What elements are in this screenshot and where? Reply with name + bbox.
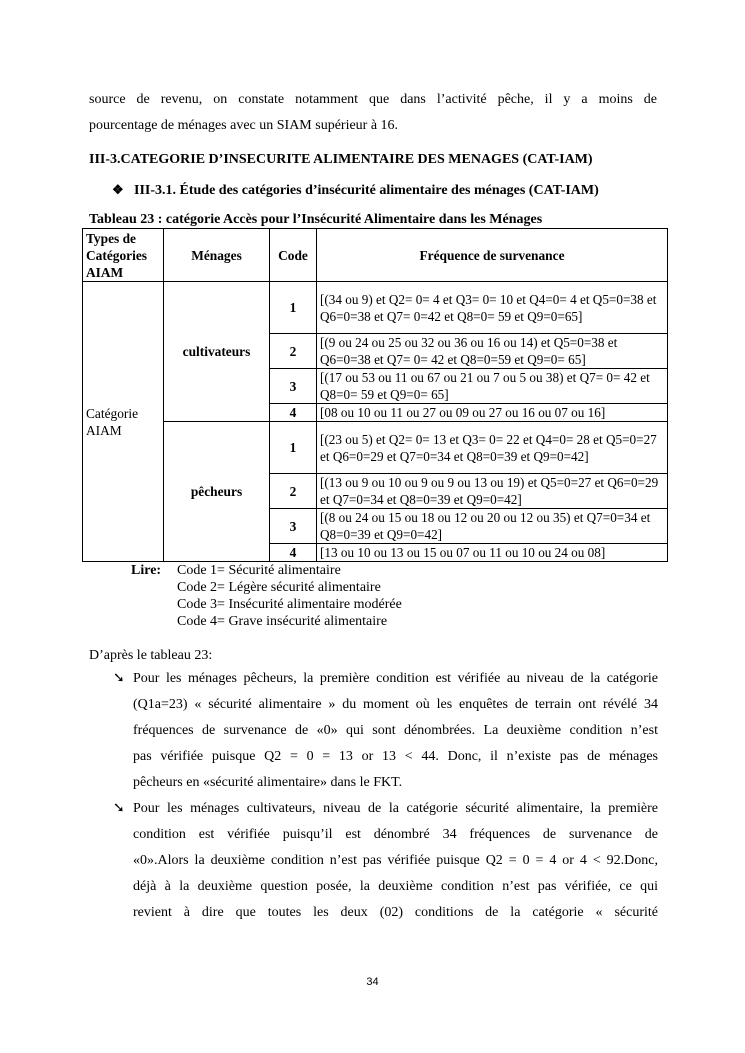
bullet-cultivateurs <box>113 796 658 926</box>
menage-cultivateurs: cultivateurs <box>164 282 270 422</box>
header-menages: Ménages <box>164 229 270 282</box>
table-legend <box>131 562 402 630</box>
legend-label: Lire: <box>131 563 162 578</box>
header-types-line: AIAM <box>86 264 124 280</box>
code-cell: 3 <box>270 509 317 544</box>
bullet-line: Pour les ménages pêcheurs, la première condition est vérifiée au niveau de la catégorie <box>133 671 658 686</box>
frequence-cell: [08 ou 10 ou 11 ou 27 ou 09 ou 27 ou 16 ou 07 ou 16] <box>317 404 668 422</box>
legend-item: Code 3= Insécurité alimentaire modérée <box>177 597 402 612</box>
code-cell: 1 <box>270 422 317 474</box>
frequence-cell: [(13 ou 9 ou 10 ou 9 ou 9 ou 13 ou 19) et Q5=0=27 et Q6=0=29 et Q7=0=34 et Q8=0=39 et Q9=0=42] <box>317 474 668 509</box>
bullet-line: (Q1a=23) « sécurité alimentaire » du moment où les enquêtes de terrain ont révélé 34 <box>133 697 658 712</box>
intro-paragraph <box>89 87 657 139</box>
header-types <box>83 229 164 282</box>
intro-line-1: source de revenu, on constate notamment que dans l’activité pêche, il y a moins de <box>89 92 657 107</box>
table-header-row <box>83 229 668 282</box>
legend-item: Code 2= Légère sécurité alimentaire <box>177 580 381 595</box>
frequence-cell: [(8 ou 24 ou 15 ou 18 ou 12 ou 20 ou 12 ou 35) et Q7=0=34 et Q8=0=39 et Q9=0=42] <box>317 509 668 544</box>
category-cell <box>83 282 164 562</box>
legend-item: Code 4= Grave insécurité alimentaire <box>177 614 388 629</box>
frequence-cell: [(9 ou 24 ou 25 ou 32 ou 36 ou 16 ou 14) et Q5=0=38 et Q6=0=38 et Q7= 0= 42 et Q8=0=59 et Q9=0= 65] <box>317 334 668 369</box>
table-23 <box>82 228 668 562</box>
section-heading: III-3.CATEGORIE D’INSECURITE ALIMENTAIRE DES MENAGES (CAT-IAM) <box>89 152 593 167</box>
arrow-bullet-icon: ➘ <box>113 801 125 816</box>
frequence-cell: [13 ou 10 ou 13 ou 15 ou 07 ou 11 ou 10 ou 24 ou 08] <box>317 544 668 562</box>
table-row <box>83 282 668 334</box>
bullet-pecheurs <box>113 666 658 796</box>
intro-line-2: pourcentage de ménages avec un SIAM supérieur à 16. <box>89 118 399 133</box>
header-frequence: Fréquence de survenance <box>317 229 668 282</box>
bullet-line: Pour les ménages cultivateurs, niveau de la catégorie sécurité alimentaire, la première <box>133 801 658 816</box>
code-cell: 3 <box>270 369 317 404</box>
category-line: AIAM <box>86 422 122 438</box>
bullet-line: «0».Alors la deuxième condition n’est pas vérifiée puisque Q2 = 0 = 4 or 4 < 92.Donc, <box>133 853 658 868</box>
code-cell: 1 <box>270 282 317 334</box>
bullet-line: pêcheurs en «sécurité alimentaire» dans le FKT. <box>133 775 403 790</box>
bullet-line: fréquences de survenance de «0» qui sont dénombrées. La deuxième condition n’est <box>133 723 658 738</box>
code-cell: 4 <box>270 544 317 562</box>
header-types-line: Catégories <box>86 247 147 263</box>
bullet-line: déjà à la deuxième question posée, la deuxième condition n’est pas vérifiée, ce qui <box>133 879 658 894</box>
page-number: 34 <box>366 976 379 988</box>
bullet-line: revient à dire que toutes les deux (02) conditions de la catégorie « sécurité <box>133 905 658 920</box>
table-caption: Tableau 23 : catégorie Accès pour l’Insécurité Alimentaire dans les Ménages <box>89 212 543 227</box>
diamond-bullet-icon: ❖ <box>112 182 124 197</box>
bullet-line: condition est vérifiée puisqu’il est dénombré 34 fréquences de survenance de <box>133 827 658 842</box>
code-cell: 2 <box>270 334 317 369</box>
frequence-cell: [(34 ou 9) et Q2= 0= 4 et Q3= 0= 10 et Q4=0= 4 et Q5=0=38 et Q6=0=38 et Q7= 0=42 et Q8=0= 59 et Q9=0=65] <box>317 282 668 334</box>
bullet-line: pas vérifiée puisque Q2 = 0 = 13 or 13 < 44. Donc, il n’existe pas de ménages <box>133 749 658 764</box>
frequence-cell: [(23 ou 5) et Q2= 0= 13 et Q3= 0= 22 et Q4=0= 28 et Q5=0=27 et Q6=0=29 et Q7=0=34 et Q8=0=39 et Q9=0=42] <box>317 422 668 474</box>
category-line: Catégorie <box>86 405 139 421</box>
header-code: Code <box>270 229 317 282</box>
code-cell: 2 <box>270 474 317 509</box>
arrow-bullet-icon: ➘ <box>113 671 125 686</box>
menage-pecheurs: pêcheurs <box>164 422 270 562</box>
code-cell: 4 <box>270 404 317 422</box>
legend-item: Code 1= Sécurité alimentaire <box>177 563 341 578</box>
header-types-line: Types de <box>86 230 136 246</box>
frequence-cell: [(17 ou 53 ou 11 ou 67 ou 21 ou 7 ou 5 ou 38) et Q7= 0= 42 et Q8=0= 59 et Q9=0= 65] <box>317 369 668 404</box>
subsection-title: III-3.1. Étude des catégories d’insécurité alimentaire des ménages (CAT-IAM) <box>134 183 599 198</box>
table-row <box>83 422 668 474</box>
subsection-heading <box>112 182 712 199</box>
after-table-text: D’après le tableau 23: <box>89 648 213 663</box>
